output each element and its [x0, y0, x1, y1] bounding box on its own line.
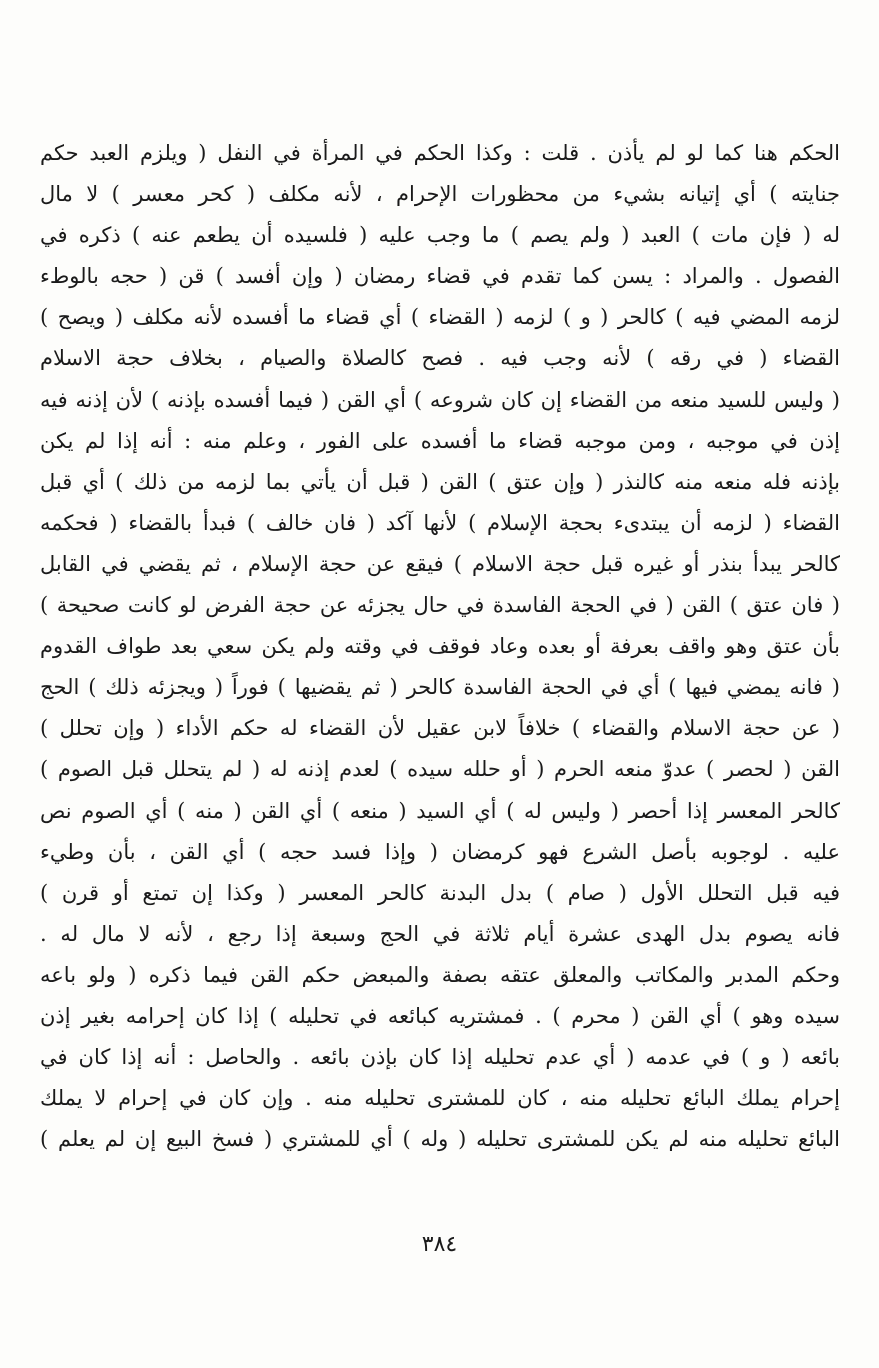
text-line: القن ( لحصر ) عدوّ منعه الحرم ( أو حلله سيده ) لعدم إذنه له ( لم يتحلل قبل الصوم ) [40, 757, 840, 782]
text-line: الفصول . والمراد : يسن كما تقدم في قضاء رمضان ( وإن أفسد ) قن ( حجه بالوطء [40, 264, 840, 289]
text-line: كالحر يبدأ بنذر أو غيره قبل حجة الاسلام ) فيقع عن حجة الإسلام ، ثم يقضي في القابل [40, 551, 840, 576]
text-line: ( وليس للسيد منعه من القضاء إن كان شروعه ) أي القن ( فيما أفسده بإذنه ) لأن إذنه فيه [40, 387, 840, 412]
text-line: البائع تحليله منه لم يكن للمشترى تحليله ( وله ) أي للمشتري ( فسخ البيع إن لم يعلم ) [40, 1127, 840, 1152]
text-line: فانه يصوم بدل الهدى عشرة أيام ثلاثة في الحج وسبعة إذا رجع ، لأنه لا مال له . [40, 921, 840, 946]
text-line: عليه . لوجوبه بأصل الشرع فهو كرمضان ( وإذا فسد حجه ) أي القن ، بأن وطيء [40, 839, 840, 864]
body-text [40, 133, 840, 1160]
text-line: بإذنه فله منعه منه كالنذر ( وإن عتق ) القن ( قبل أن يأتي بما لزمه من ذلك ) أي قبل [40, 469, 840, 494]
text-line: القضاء ( في رقه ) لأنه وجب فيه . فصح كالصلاة والصيام ، بخلاف حجة الاسلام [40, 346, 840, 371]
text-line: وحكم المدبر والمكاتب والمعلق عتقه بصفة والمبعض حكم القن فيما ذكره ( ولو باعه [40, 962, 840, 987]
page-number: ٣٨٤ [421, 1232, 458, 1257]
text-line: بائعه ( و ) في عدمه ( أي عدم تحليله إذا كان بإذن بائعه . والحاصل : أنه إذا كان في [40, 1045, 840, 1070]
text-line: له ( فإن مات ) العبد ( ولم يصم ) ما وجب عليه ( فلسيده أن يطعم عنه ) ذكره في [40, 223, 840, 248]
text-line: ( فانه يمضي فيها ) أي في الحجة الفاسدة كالحر ( ثم يقضيها ) فوراً ( ويجزئه ذلك ) الحج [40, 675, 840, 700]
text-line: إحرام يملك البائع تحليله منه ، كان للمشترى تحليله منه . وإن كان في إحرام لا يملك [40, 1086, 840, 1111]
text-line: جنايته ) أي إتيانه بشيء من محظورات الإحرام ، لأنه مكلف ( كحر معسر ) لا مال [40, 182, 840, 207]
text-line: كالحر المعسر إذا أحصر ( وليس له ) أي السيد ( منعه ) أي القن ( منه ) أي الصوم نص [40, 798, 840, 823]
text-line: الحكم هنا كما لو لم يأذن . قلت : وكذا الحكم في المرأة في النفل ( ويلزم العبد حكم [40, 141, 840, 165]
text-line: إذن في موجبه ، ومن موجبه قضاء ما أفسده على الفور ، وعلم منه : أنه إذا لم يكن [40, 428, 840, 453]
text-line: ( فان عتق ) القن ( في الحجة الفاسدة في حال يجزئه عن حجة الفرض لو كانت صحيحة ) [40, 593, 840, 618]
text-line: القضاء ( لزمه أن يبتدىء بحجة الإسلام ) لأنها آكد ( فان خالف ) فبدأ بالقضاء ( فحكمه [40, 510, 840, 535]
text-line: سيده وهو ) أي القن ( محرم ) . فمشتريه كبائعه في تحليله ) إذا كان إحرامه بغير إذن [40, 1003, 840, 1028]
text-line: ( عن حجة الاسلام والقضاء ) خلافاً لابن عقيل لأن القضاء له حكم الأداء ( وإن تحلل ) [40, 716, 840, 741]
text-line: بأن عتق وهو واقف بعرفة أو بعده وعاد فوقف في وقته ولم يكن سعي بعد طواف القدوم [40, 634, 840, 659]
text-line: لزمه المضي فيه ) كالحر ( و ) لزمه ( القضاء ) أي قضاء ما أفسده لأنه مكلف ( ويصح ) [40, 305, 840, 330]
text-line: فيه قبل التحلل الأول ( صام ) بدل البدنة كالحر المعسر ( وكذا إن تمتع أو قرن ) [40, 880, 840, 905]
